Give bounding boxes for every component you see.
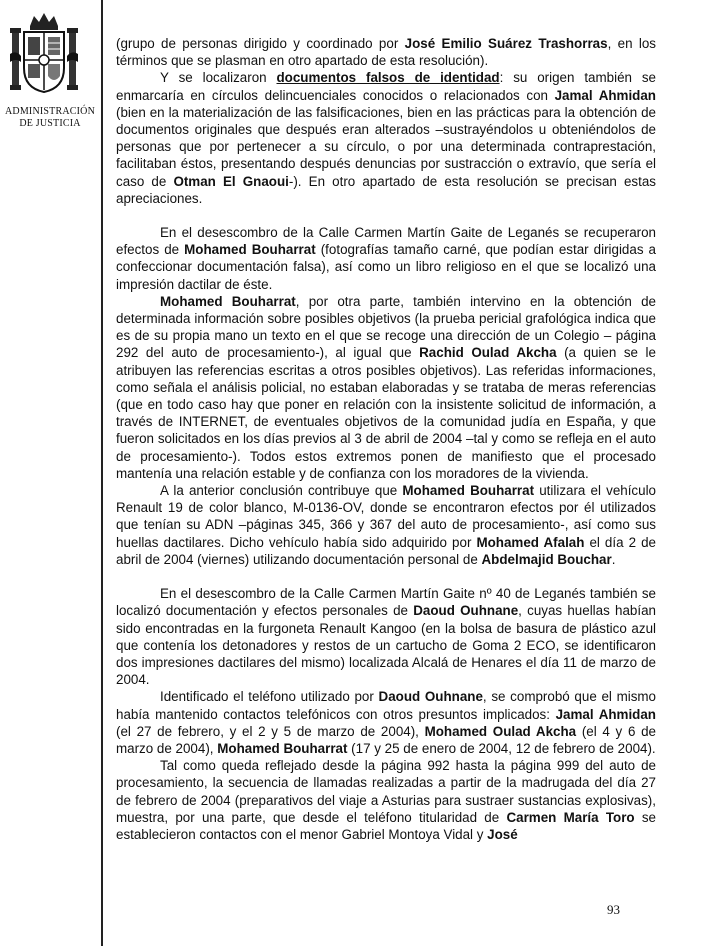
- bold-name-text: Mohamed Bouharrat: [184, 242, 316, 258]
- text-run: Identificado el teléfono utilizado por: [160, 689, 379, 705]
- text-run: (grupo de personas dirigido y coordinado por: [116, 36, 405, 51]
- text-run: se establecieron contactos con el menor Gabriel Montoya Vidal y: [116, 809, 656, 842]
- text-run: .: [611, 551, 616, 567]
- margin-rule: [101, 0, 103, 946]
- bold-name-text: Abdelmajid Bouchar: [481, 551, 612, 567]
- text-run: , cuyas huellas habían sido encontradas en la furgoneta Renault Kangoo (en la bolsa de basura de plástico azul que contenía los detonadores y restos de un cartucho de Goma 2 ECO, se identificaron dos impresiones dactilares del mismo) localizada Alcalá de Henares el día 11 de marzo de 2004.: [116, 603, 656, 688]
- org-line-2: DE JUSTICIA: [19, 118, 81, 129]
- paragraph: [116, 757, 656, 843]
- bold-name-text: Daoud Ouhnane: [378, 689, 483, 705]
- bold-name-text: Otman El Gnaoui: [173, 173, 289, 189]
- bold-name-text: Jamal Ahmidan: [554, 87, 656, 103]
- text-run: (fotografías tamaño carné, que podían estar dirigidas a confeccionar documentación falsa), así como un libro religioso en el que se localizó una impresión dactilar de éste.: [116, 242, 657, 292]
- text-run: (17 y 25 de enero de 2004, 12 de febrero de 2004).: [347, 740, 656, 756]
- sidebar: [0, 0, 100, 946]
- text-run: -). En otro apartado de esta resolución se precisan estas apreciaciones.: [116, 173, 656, 206]
- bold-name-text: Daoud Ouhnane: [413, 603, 519, 619]
- bold-name-text: Mohamed Bouharrat: [402, 483, 535, 499]
- document-body: [116, 35, 656, 843]
- text-run: Y se localizaron: [160, 70, 277, 86]
- bold-name-text: Carmen María Toro: [506, 809, 635, 825]
- text-run: el día 2 de abril de 2004 (viernes) utilizando documentación personal de: [116, 534, 656, 567]
- administration-label: [2, 106, 98, 130]
- paragraph: [116, 585, 656, 688]
- paragraph: [116, 293, 656, 482]
- text-run: A la anterior conclusión contribuye que: [160, 483, 403, 499]
- bold-name-text: Rachid Oulad Akcha: [419, 345, 557, 361]
- text-run: , por otra parte, también intervino en la obtención de determinada información sobre posibles objetivos (la prueba pericial grafológica indica que es de su propia mano un texto en el que se recoge una dirección de un Colegio – página 292 del auto de procesamiento-), al igual que: [116, 293, 656, 361]
- text-run: : su origen también se enmarcaría en círculos delincuenciales conocidos o relacionados con: [116, 70, 656, 103]
- text-run: (el 27 de febrero, y el 2 y 5 de marzo de 2004),: [116, 723, 425, 739]
- bold-name-text: Mohamed Oulad Akcha: [424, 723, 577, 739]
- bold-name-text: Mohamed Afalah: [476, 534, 585, 550]
- text-run: (el 4 y 6 de marzo de 2004),: [116, 723, 656, 756]
- text-run: (a quien se le atribuyen las referencias escritas a otros posibles objetivos). Las referidas informaciones, como señala el análisis policial, no estaban elaboradas y se trataba de meras referencias (que en todo caso hay que poner en relación con la insistente solicitud de información, a través de INTERNET, de eventuales objetivos de la comunidad judía en España, y que fueron solicitados en los días previos al 3 de abril de 2004 –tal y como se refleja en el auto de procesamiento-). Todos estos extremos ponen de manifiesto que el procesado mantenía una relación estable y de confianza con los moradores de la vivienda.: [116, 345, 656, 481]
- paragraph: [116, 482, 656, 568]
- text-run: En el desescombro de la Calle Carmen Martín Gaite nº 40 de Leganés también se localizó documentación y efectos personales de: [116, 586, 656, 619]
- text-run: utilizara el vehículo Renault 19 de color blanco, M-0136-OV, donde se encontraron efectos por él utilizados que tenían su ADN –páginas 345, 366 y 367 del auto de procesamiento-, así como sus huellas dactilares. Dicho vehículo había sido adquirido por: [116, 483, 656, 550]
- text-run: Tal como queda reflejado desde la página 992 hasta la página 999 del auto de procesamiento, la secuencia de llamadas realizadas a partir de la madrugada del día 27 de febrero de 2004 (preparativos del viaje a Asturias para sustraer sustancias explosivas), muestra, por una parte, que desde el teléfono titularidad de: [116, 758, 656, 825]
- paragraph: [116, 224, 656, 293]
- text-run: (bien en la materialización de las falsificaciones, bien en las prácticas para la obtención de documentos originales que después eran alterados –sustrayéndolos u obteniéndolos de personas que por pertenecer a su círculo, o por una determinada contraprestación, facilitaban éstos, presentando después denuncias por sustracción o extravío, que sería el caso de: [116, 104, 656, 189]
- bold-name-text: documentos falsos de identidad: [276, 70, 500, 86]
- bold-name-text: José Emilio Suárez Trashorras: [404, 36, 608, 51]
- paragraph: [116, 688, 656, 757]
- bold-name-text: Mohamed Bouharrat: [217, 740, 348, 756]
- text-run: , en los términos que se plasman en otro apartado de esta resolución).: [116, 36, 657, 69]
- bold-name-text: Mohamed Bouharrat: [160, 293, 296, 309]
- text-run: , se comprobó que el mismo había mantenido contactos telefónicos con otros presuntos implicados:: [116, 689, 657, 722]
- paragraph: [116, 69, 656, 207]
- bold-name-text: José: [487, 826, 518, 842]
- org-line-1: ADMINISTRACIÓN: [4, 106, 96, 117]
- spanish-coat-of-arms-icon: [8, 10, 80, 100]
- text-run: En el desescombro de la Calle Carmen Martín Gaite de Leganés se recuperaron efectos de: [116, 225, 656, 258]
- paragraph: [116, 35, 656, 69]
- bold-name-text: Jamal Ahmidan: [555, 706, 656, 722]
- page-number: 93: [607, 902, 620, 917]
